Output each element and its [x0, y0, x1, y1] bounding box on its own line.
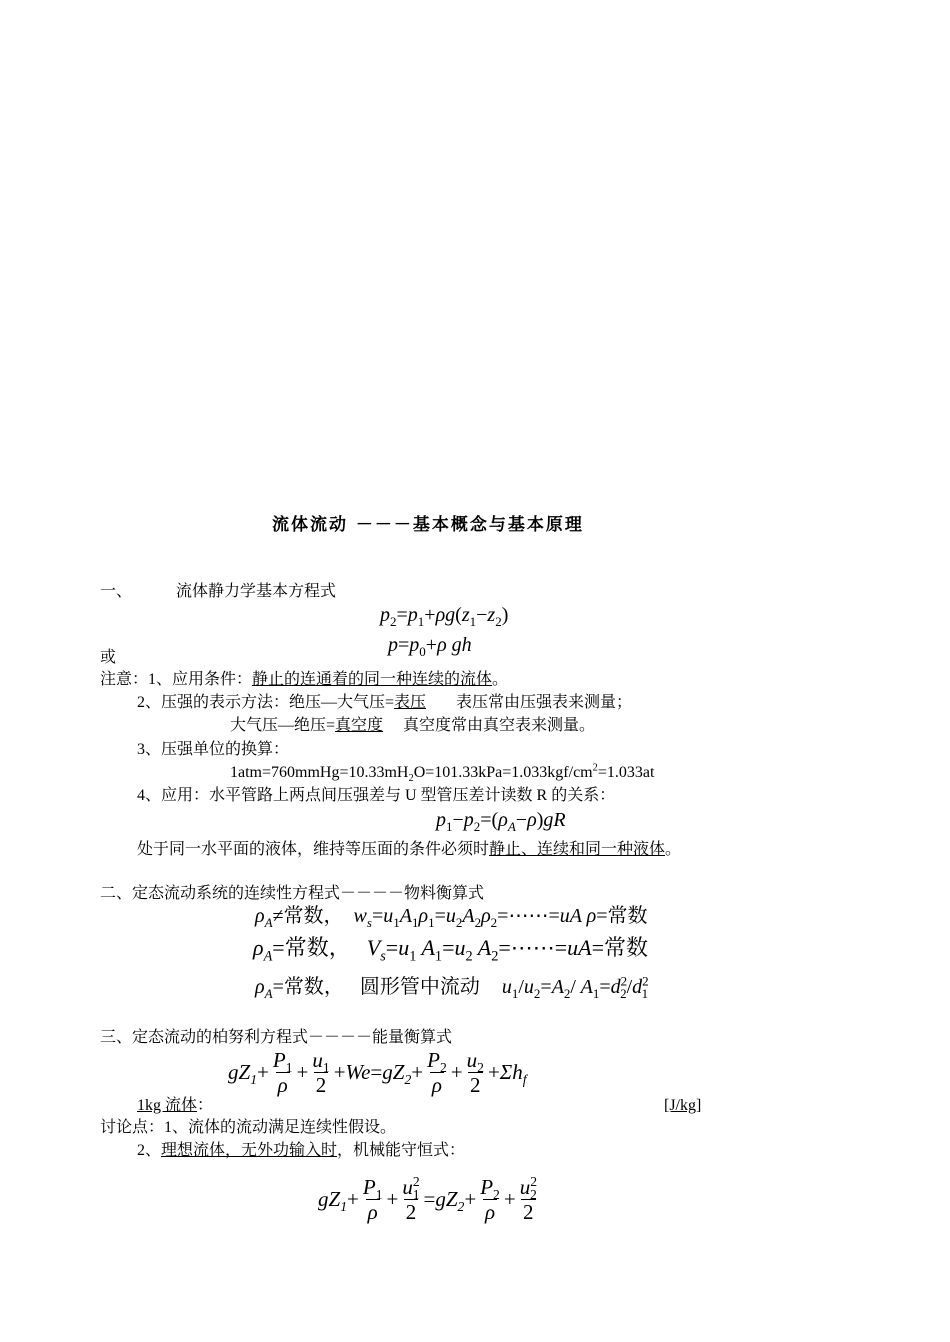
equation-mechanical-energy: $gZ_1$ + $\frac{P_1}{\rho}$ + $\frac{u^2_1}{2}$ = $gZ_2$ + $\frac{P_2}{\rho}$ + $\frac{u^2_2}{2}$ — [318, 1174, 538, 1225]
section1-heading: 流体静力学基本方程式 — [176, 583, 337, 600]
note-line-1: 注意：1、应用条件：静止的连通着的同一种连续的流体。 — [100, 671, 509, 688]
unit-conversion: $1atm=760mmHg=10.33mH_2O=101.33kPa=1.033kgf/cm^2=1.033at$ — [230, 762, 655, 785]
equation-continuity-1: $\rho_A\ne$常数， $w_s=u_1A_1\rho_1=u_2A_2\rho_2=\cdots\cdots=uA$ ρ=常数 — [255, 905, 648, 930]
section1-number: 一、 — [100, 583, 133, 600]
note-line-5: 4、应用：水平管路上两点间压强差与 U 型管压差计读数 R 的关系： — [137, 787, 616, 804]
equation-hydrostatic-1: $p_2=p_1+\rho g(z_1-z_2)$ — [380, 604, 509, 629]
per-kg-label: 1kg 流体： — [137, 1097, 214, 1114]
equation-manometer: $p_1-p_2=(\rho_A-\rho)gR$ — [436, 809, 566, 834]
note-line-4: 3、压强单位的换算： — [137, 741, 290, 758]
section3-heading: 三、定态流动的柏努利方程式－－－－能量衡算式 — [100, 1029, 453, 1046]
note-condition: 静止的连通着的同一种连续的流体 — [252, 671, 493, 688]
page-title: 流体流动 －－－基本概念与基本原理 — [272, 515, 584, 535]
equation-hydrostatic-2: $p=p_0+\rho$ gh — [388, 634, 472, 659]
equation-continuity-3: $\rho_A=$常数， 圆形管中流动 $u_1/u_2=A_2/$ $A_1=d^2_2/d^2_1$ — [255, 973, 649, 1001]
unit-label: [J/kg] — [664, 1097, 702, 1114]
discussion-line-1: 讨论点：1、流体的流动满足连续性假设。 — [100, 1119, 397, 1136]
note-line-2: 2、压强的表示方法：绝压—大气压=表压 表压常由压强表来测量； — [137, 694, 633, 711]
section2-heading: 二、定态流动系统的连续性方程式－－－－物料衡算式 — [100, 885, 485, 902]
note-line-3: 大气压—绝压=真空度 真空度常由真空表来测量。 — [230, 717, 596, 734]
discussion-line-2: 2、理想流体，无外功输入时，机械能守恒式： — [137, 1142, 466, 1159]
condition-line: 处于同一水平面的液体，维持等压面的条件必须时静止、连续和同一种液体。 — [137, 841, 682, 858]
equation-bernoulli: $gZ_1$ + $\frac{P_1}{\rho}$ + $\frac{u_1}{2}$ + We = $gZ_2$ + $\frac{P_2}{\rho}$ + $\frac{u_2}{2}$ + $\Sigma h_f$ — [228, 1048, 527, 1098]
equation-continuity-2: $\rho_A=$常数， $V_s=u_1$ $A_1=u_2$ $A_2=\cdots\cdots=uA=$常数 — [253, 935, 649, 965]
or-label: 或 — [100, 649, 117, 666]
